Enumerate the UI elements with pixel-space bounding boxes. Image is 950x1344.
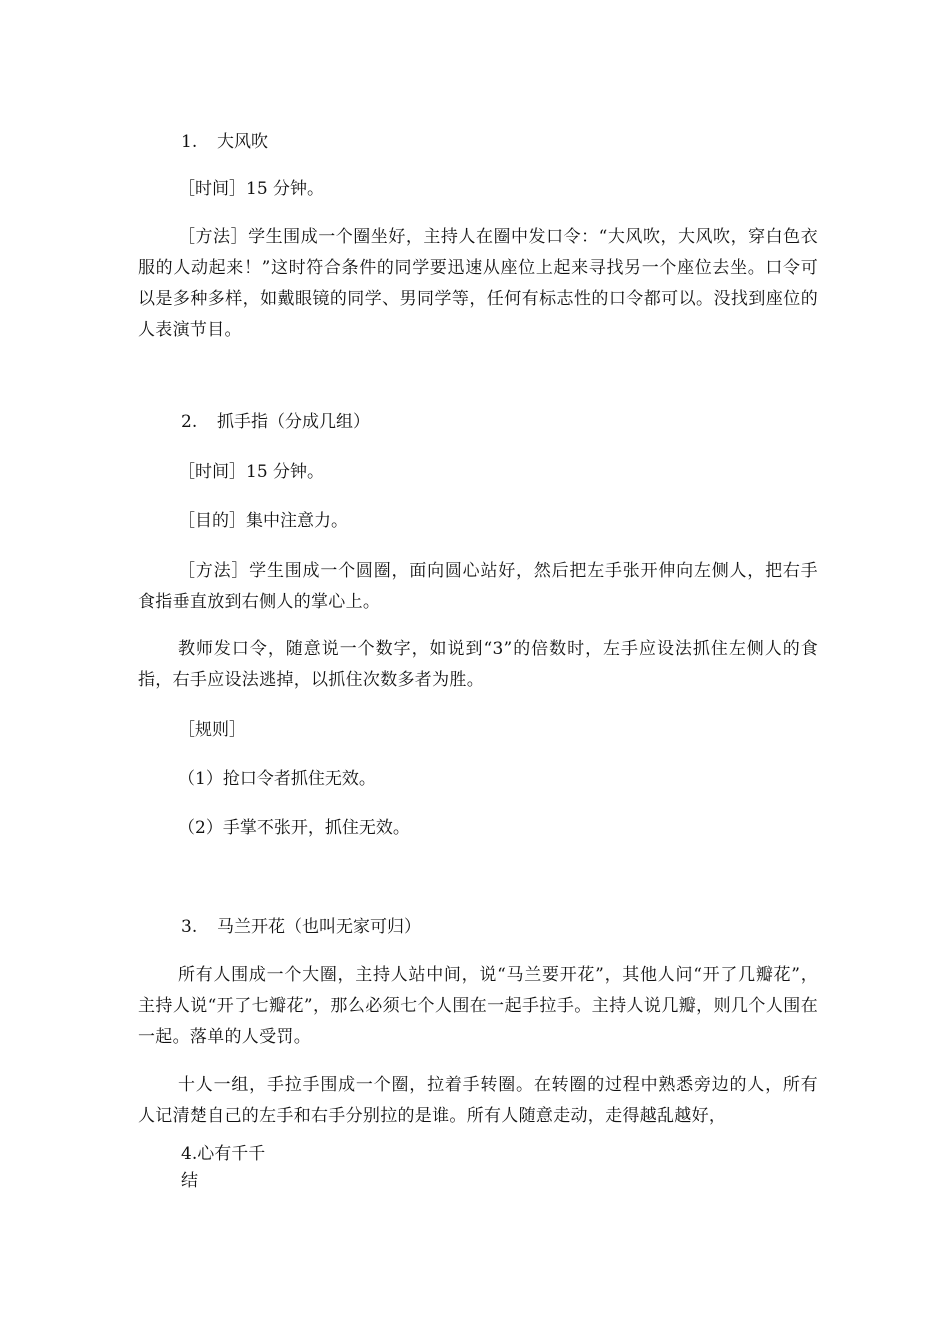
section-2-rule-2: （2）手掌不张开，抓住无效。 <box>178 818 410 838</box>
section-1-number: 1. <box>181 132 198 152</box>
section-2-purpose: ［目的］集中注意力。 <box>178 511 348 531</box>
section-2-extra: 教师发口令，随意说一个数字，如说到“3”的倍数时，左手应设法抓住左侧人的食指，右手应设法逃掉，以抓住次数多者为胜。 <box>138 639 818 690</box>
section-4-heading: 4.心有千千结 <box>181 1144 266 1191</box>
section-2-rule-1: （1）抢口令者抓住无效。 <box>178 769 376 789</box>
section-1-title: 大风吹 <box>217 132 268 152</box>
section-1-method: ［方法］学生围成一个圈坐好，主持人在圈中发口令：“大风吹，大风吹，穿白色衣服的人动起来！”这时符合条件的同学要迅速从座位上起来寻找另一个座位去坐。口令可以是多种多样，如戴眼镜的同学、男同学等，任何有标志性的口令都可以。没找到座位的人表演节目。 <box>138 227 818 340</box>
section-2-rules-label: ［规则］ <box>178 720 246 740</box>
section-2-title: 抓手指（分成几组） <box>217 412 370 432</box>
section-2-method: ［方法］学生围成一个圆圈，面向圆心站好，然后把左手张开伸向左侧人，把右手食指垂直放到右侧人的掌心上。 <box>138 561 818 612</box>
section-3-number: 3. <box>181 917 198 937</box>
section-2-number: 2. <box>181 412 198 432</box>
section-1-time: ［时间］15 分钟。 <box>178 179 325 199</box>
section-4-body: 十人一组，手拉手围成一个圈，拉着手转圈。在转圈的过程中熟悉旁边的人，所有人记清楚自己的左手和右手分别拉的是谁。所有人随意走动，走得越乱越好， <box>138 1075 818 1126</box>
section-3-body: 所有人围成一个大圈，主持人站中间，说“马兰要开花”，其他人问“开了几瓣花”，主持人说“开了七瓣花”，那么必须七个人围在一起手拉手。主持人说几瓣，则几个人围在一起。落单的人受罚。 <box>138 965 818 1047</box>
section-3-heading <box>181 917 421 937</box>
section-3-title: 马兰开花（也叫无家可归） <box>217 917 421 937</box>
section-1-heading <box>181 132 268 152</box>
section-2-time: ［时间］15 分钟。 <box>178 462 325 482</box>
section-2-heading <box>181 412 370 432</box>
